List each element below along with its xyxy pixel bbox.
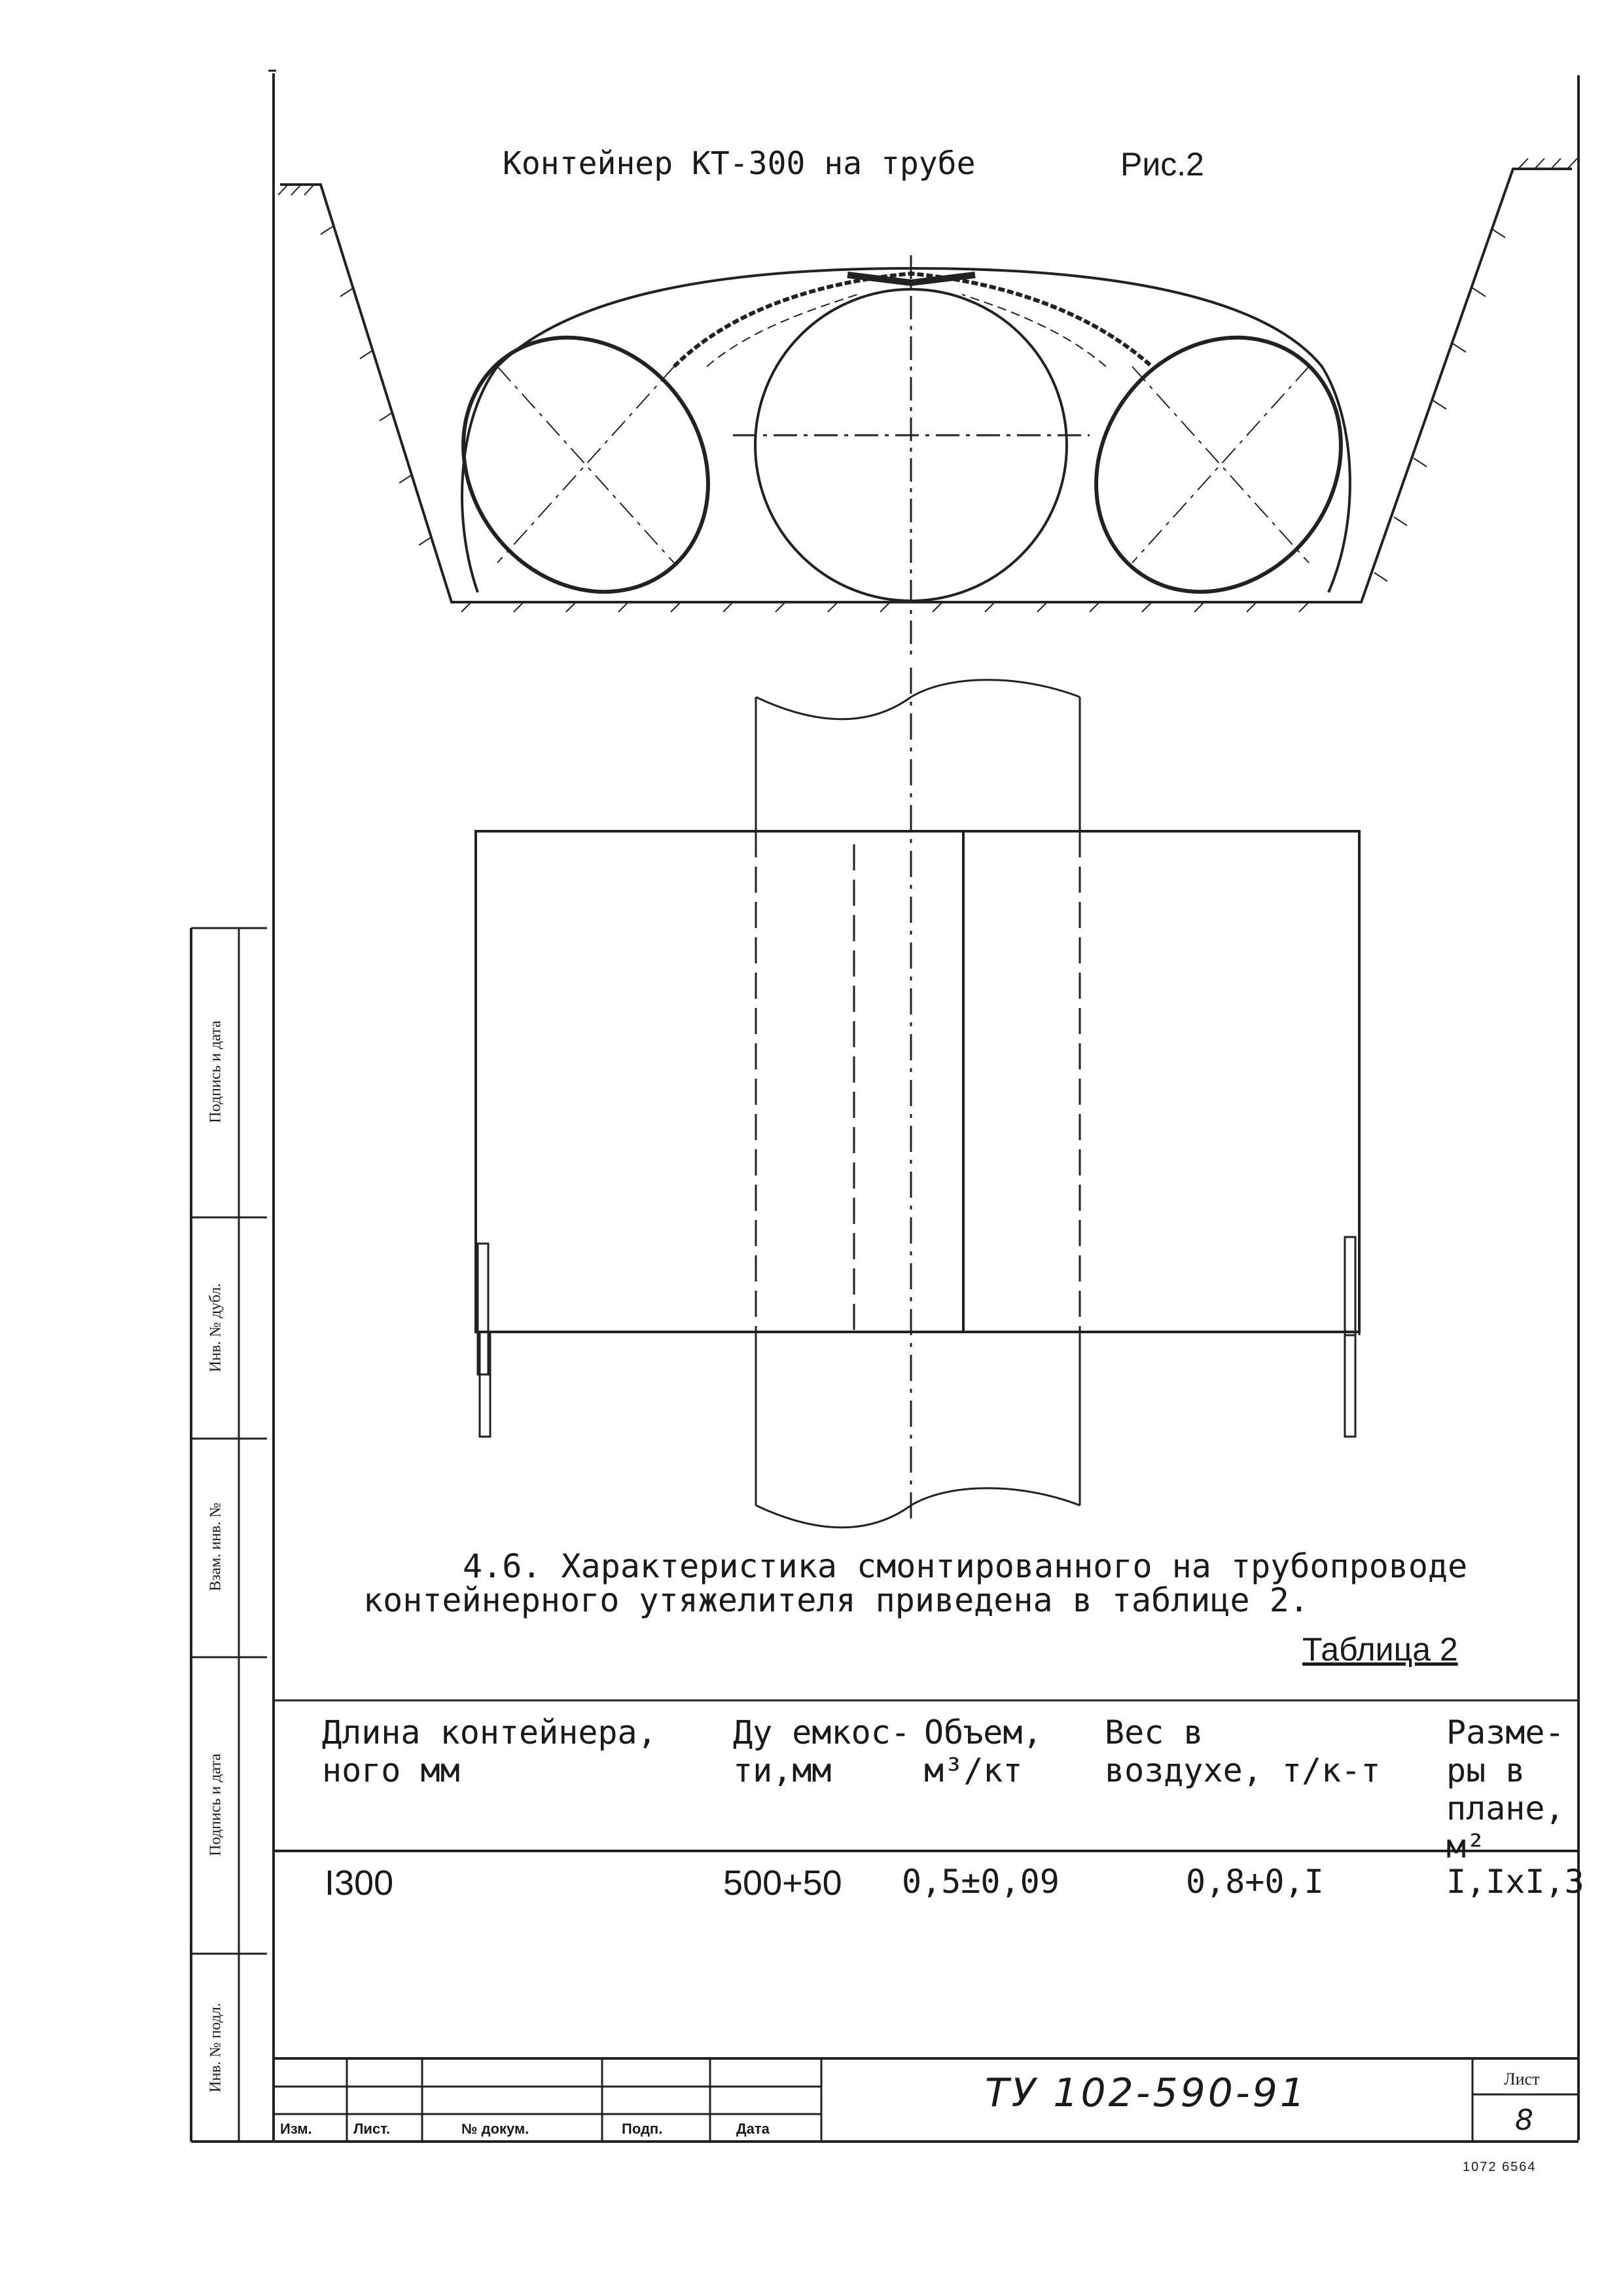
stamp-col-date: Дата bbox=[736, 2121, 770, 2137]
table-cell-weight: 0,8+0,I bbox=[1186, 1863, 1324, 1901]
table-header-volume: Объем, м³/кт bbox=[924, 1713, 1043, 1789]
margin-label-signature-date-1: Подпись и дата bbox=[207, 1020, 224, 1123]
print-code: 1072 6564 bbox=[1463, 2160, 1537, 2174]
table-caption: Таблица 2 bbox=[1302, 1631, 1458, 1668]
stamp-col-signature: Подп. bbox=[622, 2121, 663, 2137]
table-header-weight: Вес в воздухе, т/к-т bbox=[1105, 1713, 1381, 1789]
paragraph-line-1: 4.6. Характеристика смонтированного на трубопроводе bbox=[463, 1547, 1468, 1585]
stamp-col-sheet: Лист. bbox=[353, 2121, 391, 2137]
table-header-diameter: Ду емкос- ти,мм bbox=[733, 1713, 910, 1789]
figure-title: Контейнер КТ-300 на трубе bbox=[503, 145, 976, 182]
table-cell-length: I300 bbox=[325, 1863, 394, 1903]
sheet-label: Лист bbox=[1504, 2070, 1540, 2089]
margin-label-signature-date-2: Подпись и дата bbox=[207, 1753, 224, 1856]
table-header-length: Длина контейнера, ного мм bbox=[322, 1713, 657, 1789]
table-header-plan-size: Разме- ры в плане, м² bbox=[1446, 1713, 1565, 1865]
figure-label: Рис.2 bbox=[1120, 146, 1204, 183]
table-cell-diameter: 500+50 bbox=[723, 1863, 842, 1903]
paragraph-line-2: контейнерного утяжелителя приведена в таблице 2. bbox=[363, 1581, 1309, 1619]
margin-label-original-no: Инв. № подл. bbox=[207, 2003, 224, 2092]
margin-label-duplicate-no: Инв. № дубл. bbox=[207, 1283, 224, 1372]
margin-label-replacement-no: Взам. инв. № bbox=[207, 1502, 224, 1592]
document-designation: ТУ 102-590-91 bbox=[985, 2070, 1308, 2116]
table-cell-volume: 0,5±0,09 bbox=[902, 1863, 1060, 1901]
table-cell-plan-size: I,IxI,3 bbox=[1446, 1863, 1584, 1901]
stamp-col-change: Изм. bbox=[280, 2121, 312, 2137]
sheet-number: 8 bbox=[1515, 2104, 1533, 2137]
stamp-col-doc-no: № докум. bbox=[461, 2121, 529, 2137]
